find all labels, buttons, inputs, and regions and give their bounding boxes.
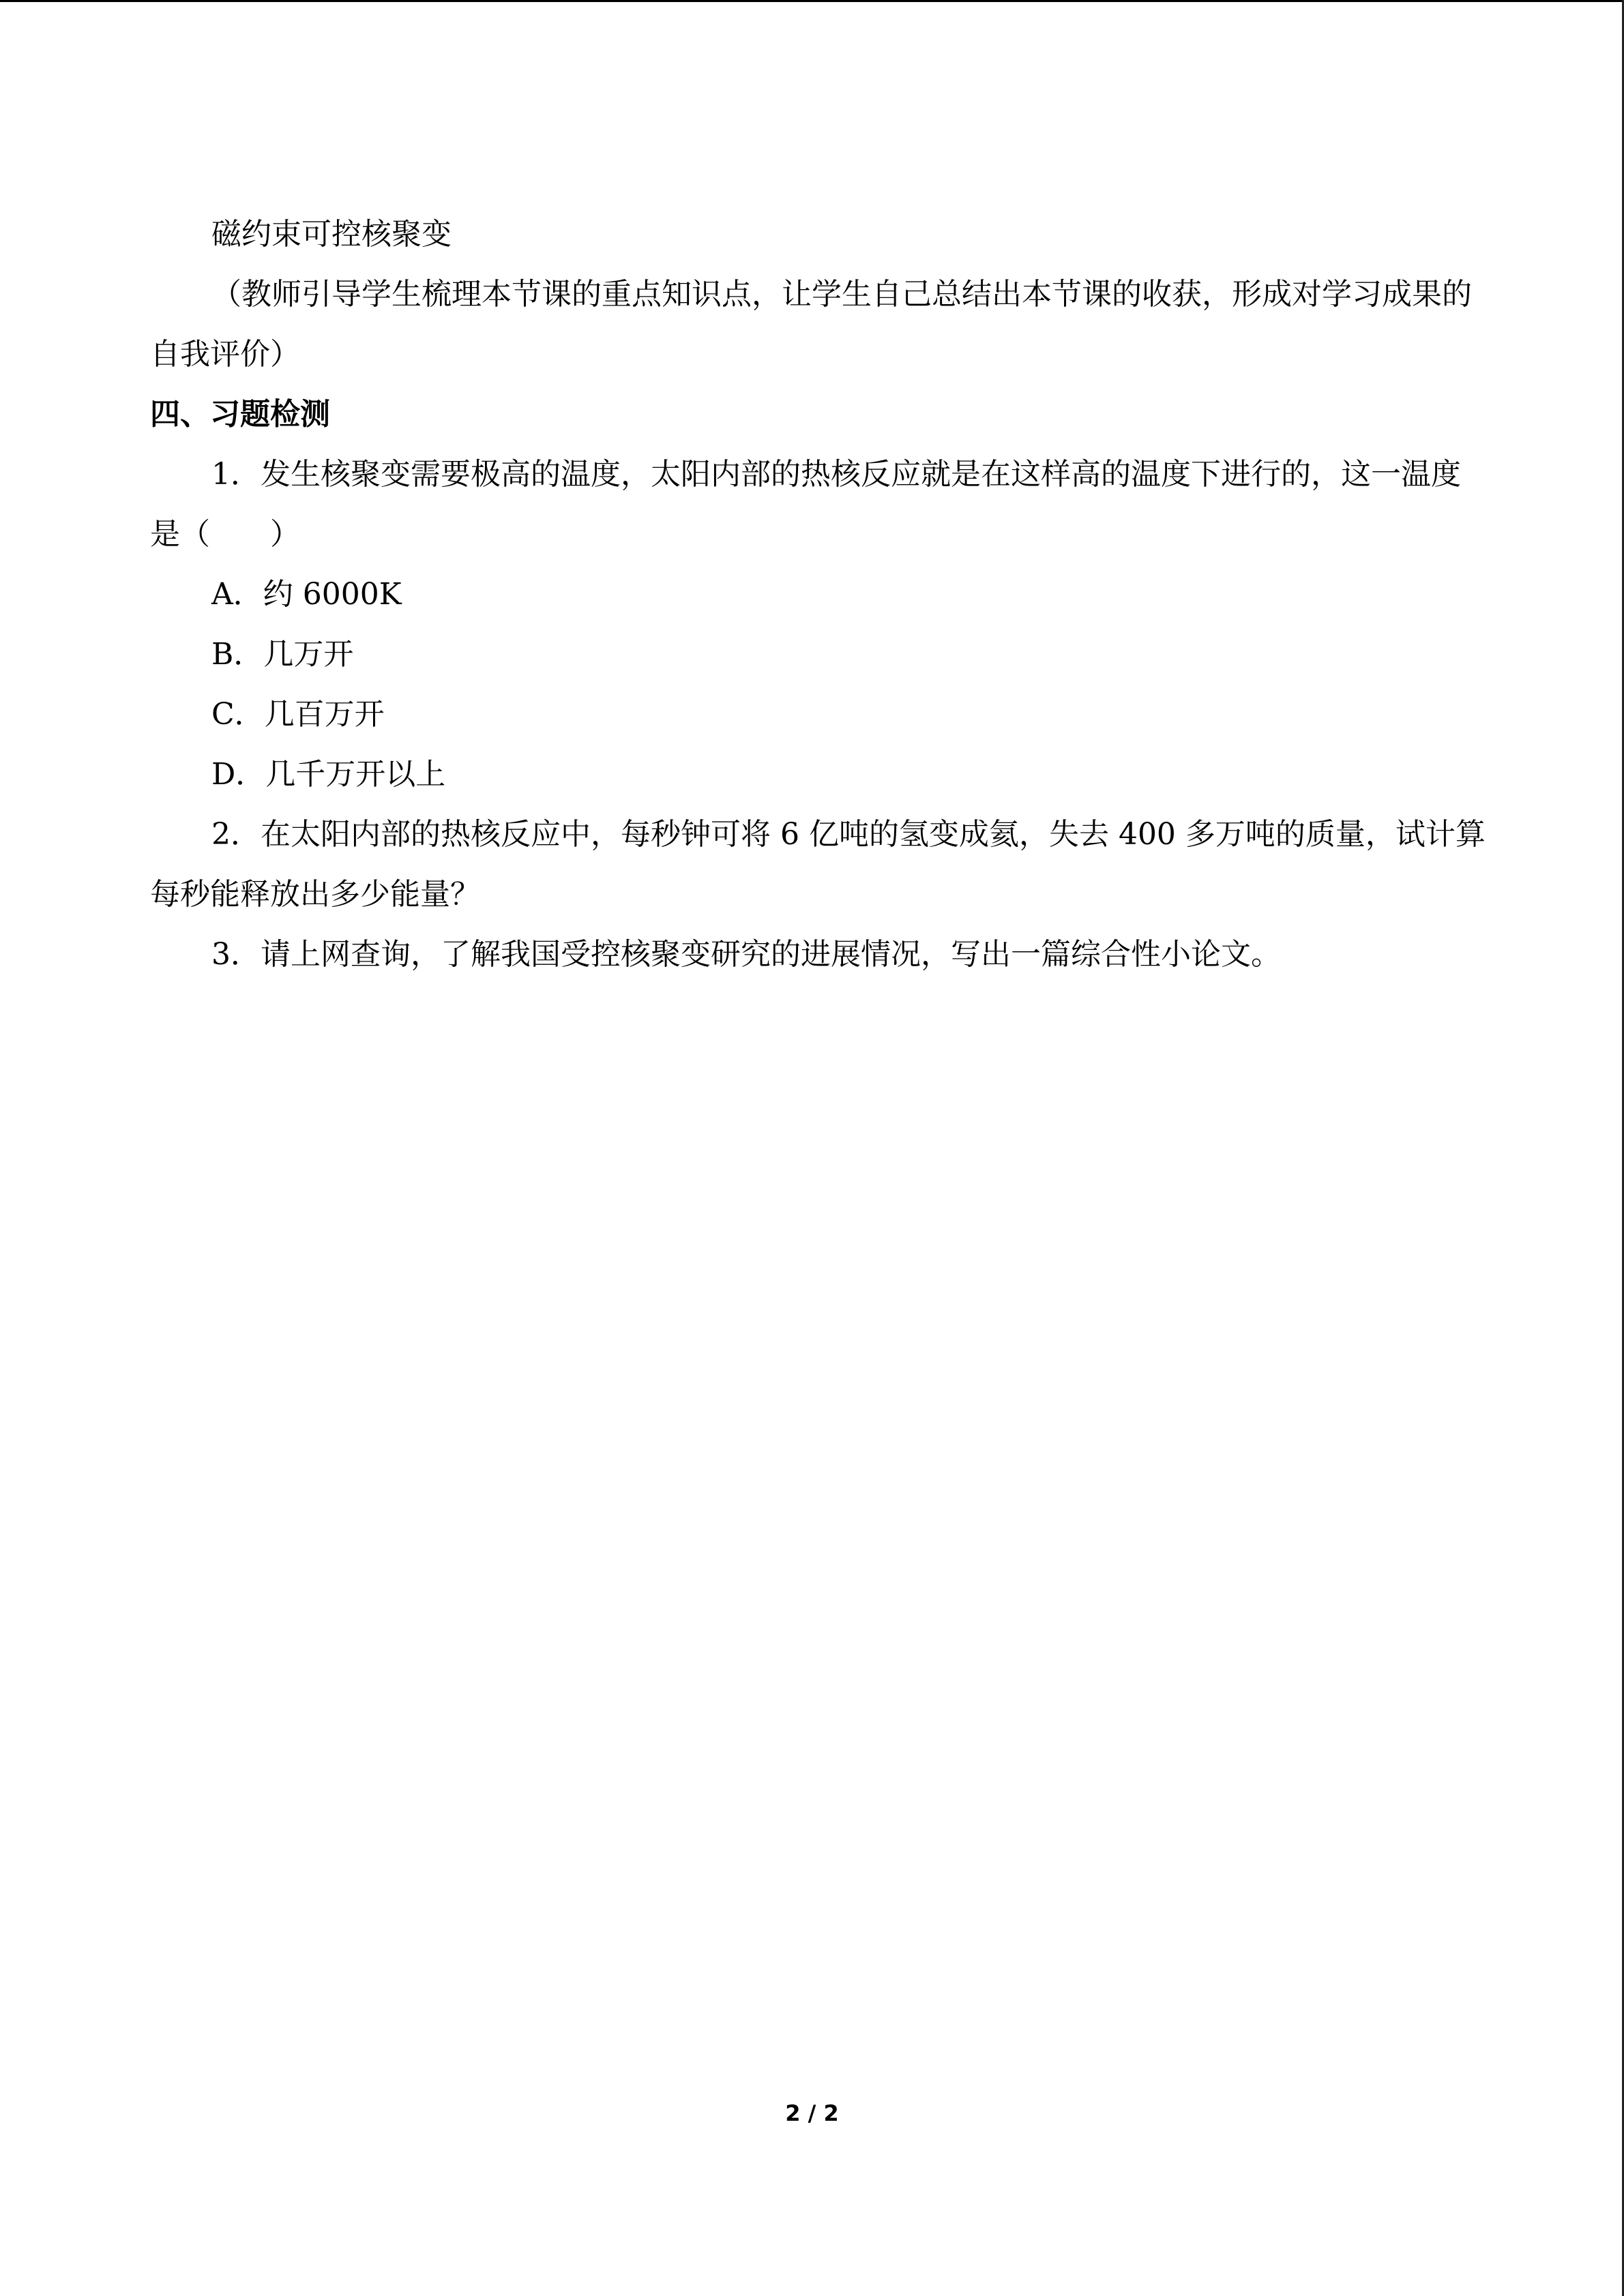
question-1-option-b: B．几万开 xyxy=(211,637,354,672)
question-1: 1．发生核聚变需要极高的温度，太阳内部的热核反应就是在这样高的温度下进行的，这一温度是（ ） xyxy=(150,457,1461,552)
question-3: 3．请上网查询，了解我国受控核聚变研究的进展情况，写出一篇综合性小论文。 xyxy=(211,937,1281,972)
top-border-line xyxy=(0,0,1624,2)
section-heading-exercises: 四、习题检测 xyxy=(150,397,330,432)
teacher-note: （教师引导学生梳理本节课的重点知识点，让学生自己总结出本节课的收获，形成对学习成果的自我评价） xyxy=(150,277,1472,372)
question-1-option-a: A．约 6000K xyxy=(211,577,402,612)
question-1-option-c: C．几百万开 xyxy=(211,697,385,732)
question-1-option-d: D．几千万开以上 xyxy=(211,757,446,792)
question-2: 2．在太阳内部的热核反应中，每秒钟可将 6 亿吨的氢变成氦，失去 400 多万吨的质量，试计算每秒能释放出多少能量？ xyxy=(150,817,1486,912)
document-body xyxy=(150,205,1487,985)
page-number: 2 / 2 xyxy=(785,2100,839,2126)
text-line-magnetic-confinement: 磁约束可控核聚变 xyxy=(211,217,452,252)
